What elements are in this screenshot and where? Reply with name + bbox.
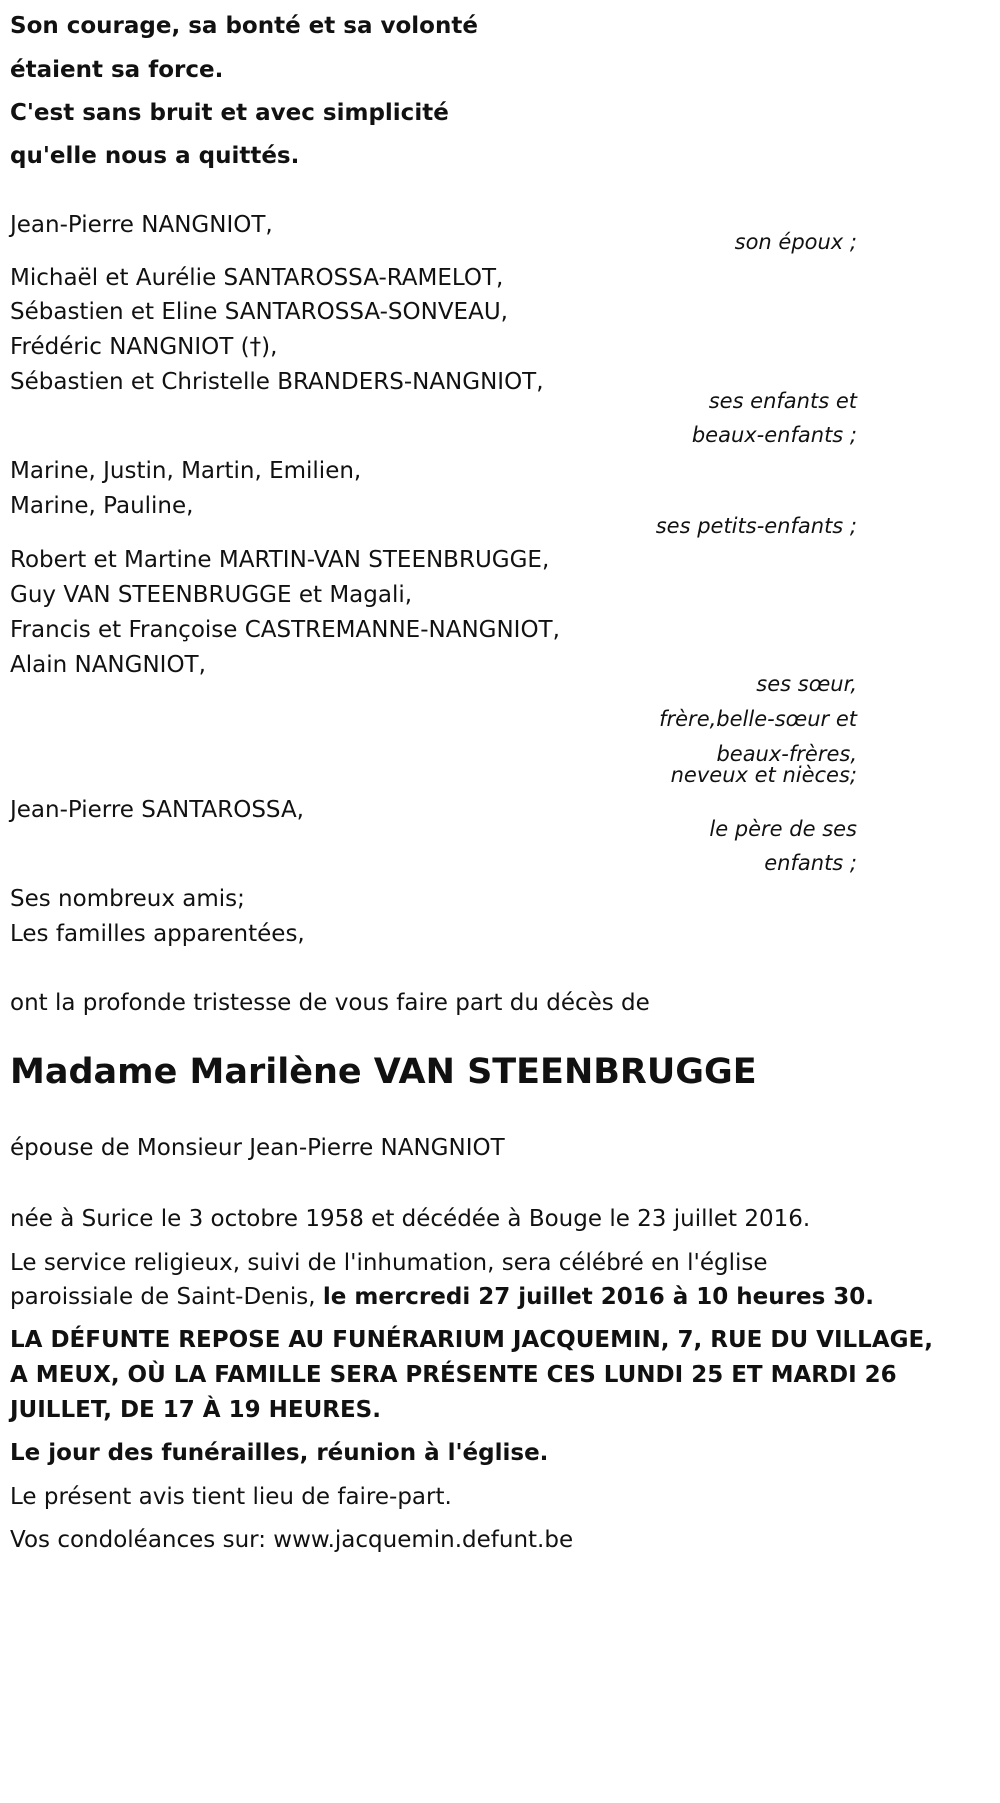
viewing-line-3: JUILLET, DE 17 À 19 HEURES. (10, 1397, 381, 1423)
father-of-children-name: Jean-Pierre SANTAROSSA, (10, 797, 304, 823)
notice: Le présent avis tient lieu de faire-part. (10, 1484, 452, 1510)
children-relation-2: beaux-enfants ; (691, 423, 857, 447)
sibling-line-1: Robert et Martine MARTIN-VAN STEENBRUGGE, (10, 547, 550, 573)
child-line-2: Sébastien et Eline SANTAROSSA-SONVEAU, (10, 299, 508, 325)
siblings-relation-2: frère,belle-sœur et (659, 707, 857, 731)
spouse-relation: son époux ; (734, 230, 857, 254)
viewing-line-1: LA DÉFUNTE REPOSE AU FUNÉRARIUM JACQUEMIN, 7, RUE DU VILLAGE, (10, 1327, 933, 1353)
child-line-1: Michaël et Aurélie SANTAROSSA-RAMELOT, (10, 265, 504, 291)
child-line-3: Frédéric NANGNIOT (†), (10, 334, 278, 360)
siblings-relation-3: beaux-frères, (716, 742, 857, 766)
service-line-2-normal: paroissiale de Saint-Denis, (10, 1284, 316, 1310)
others-line-2: Les familles apparentées, (10, 921, 305, 947)
spouse-of: épouse de Monsieur Jean-Pierre NANGNIOT (10, 1135, 505, 1161)
sibling-line-3: Francis et Françoise CASTREMANNE-NANGNIOT, (10, 617, 560, 643)
announcement: ont la profonde tristesse de vous faire part du décès de (10, 990, 650, 1016)
siblings-relation-4: neveux et nièces; (670, 763, 857, 787)
intro-line-1: Son courage, sa bonté et sa volonté (10, 13, 478, 39)
father-relation-1: le père de ses (709, 817, 857, 841)
condolences: Vos condoléances sur: www.jacquemin.defunt.be (10, 1527, 574, 1553)
grandchild-line-2: Marine, Pauline, (10, 493, 194, 519)
intro-line-2: étaient sa force. (10, 57, 224, 83)
service-date: le mercredi 27 juillet 2016 à 10 heures 30. (322, 1284, 875, 1310)
viewing-line-2: A MEUX, OÙ LA FAMILLE SERA PRÉSENTE CES LUNDI 25 ET MARDI 26 (10, 1362, 897, 1388)
father-relation-2: enfants ; (764, 851, 857, 875)
deceased-name: Madame Marilène VAN STEENBRUGGE (10, 1052, 757, 1092)
grandchild-line-1: Marine, Justin, Martin, Emilien, (10, 458, 362, 484)
grandchildren-relation: ses petits-enfants ; (655, 514, 857, 538)
children-relation-1: ses enfants et (708, 389, 857, 413)
intro-line-4: qu'elle nous a quittés. (10, 143, 300, 169)
sibling-line-4: Alain NANGNIOT, (10, 652, 206, 678)
spouse-name: Jean-Pierre NANGNIOT, (10, 212, 273, 238)
service-line-2 (10, 1277, 874, 1317)
child-line-4: Sébastien et Christelle BRANDERS-NANGNIOT, (10, 369, 544, 395)
intro-line-3: C'est sans bruit et avec simplicité (10, 100, 449, 126)
funeral-day: Le jour des funérailles, réunion à l'église. (10, 1440, 549, 1466)
service-line-1: Le service religieux, suivi de l'inhumation, sera célébré en l'église (10, 1250, 768, 1276)
others-line-1: Ses nombreux amis; (10, 886, 245, 912)
siblings-relation-1: ses sœur, (756, 672, 857, 696)
birth-death: née à Surice le 3 octobre 1958 et décédée à Bouge le 23 juillet 2016. (10, 1206, 811, 1232)
sibling-line-2: Guy VAN STEENBRUGGE et Magali, (10, 582, 413, 608)
